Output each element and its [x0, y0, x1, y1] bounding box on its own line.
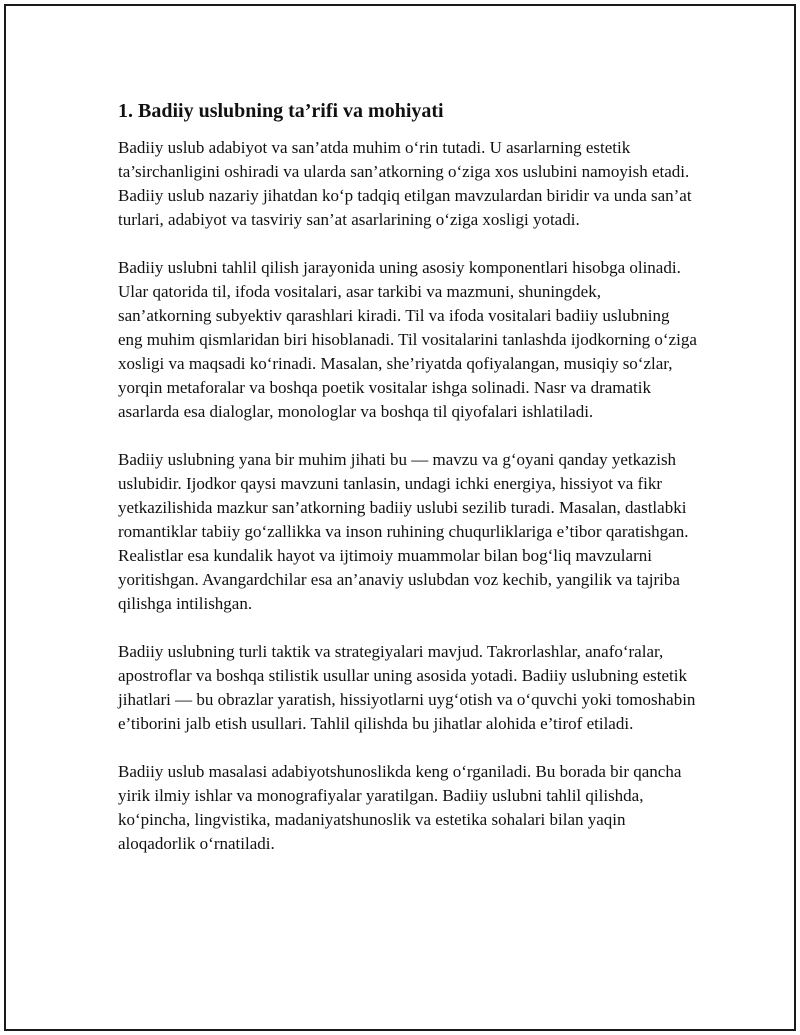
paragraph-3: Badiiy uslubning yana bir muhim jihati bu — mavzu va g‘oyani qanday yetkazish uslubidir. Ijodkor qaysi mavzuni tanlasin, undagi ichki energiya, hissiyot va fikr yetkazilishida mazkur san’atkorning badiiy uslubi sezilib turadi. Masalan, dastlabki romantiklar tabiiy go‘zallikka va inson ruhining chuqurliklariga e’tibor qaratishgan. Realistlar esa kundalik hayot va ijtimoiy muammolar bilan bog‘liq mavzularni yoritishgan. Avangardchilar esa an’anaviy uslubdan voz kechib, yangilik va tajriba qilishga intilishgan.: [118, 450, 689, 613]
document-body: [118, 98, 698, 880]
paragraph-4: Badiiy uslubning turli taktik va strategiyalari mavjud. Takrorlashlar, anafo‘ralar, apostroflar va boshqa stilistik usullar uning asosida yotadi. Badiiy uslubning estetik jihatlari — bu obrazlar yaratish, hissiyotlarni uyg‘otish va o‘quvchi yoki tomoshabin e’tiborini jalb etish usullari. Tahlil qilishda bu jihatlar alohida e’tirof etiladi.: [118, 642, 696, 733]
page-frame: [4, 4, 796, 1031]
paragraph-2: Badiiy uslubni tahlil qilish jarayonida uning asosiy komponentlari hisobga olinadi. Ular qatorida til, ifoda vositalari, asar tarkibi va mazmuni, shuningdek, san’atkorning subyektiv qarashlari kiradi. Til va ifoda vositalari badiiy uslubning eng muhim qismlaridan biri hisoblanadi. Til vositalarini tanlashda ijodkorning o‘ziga xosligi va maqsadi ko‘rinadi. Masalan, she’riyatda qofiyalangan, musiqiy so‘zlar, yorqin metaforalar va boshqa poetik vositalar ishga solinadi. Nasr va dramatik asarlarda esa dialoglar, monologlar va boshqa til qiyofalari ishlatiladi.: [118, 258, 697, 421]
paragraph-1: Badiiy uslub adabiyot va san’atda muhim o‘rin tutadi. U asarlarning estetik ta’sirchanligini oshiradi va ularda san’atkorning o‘ziga xos uslubini namoyish etadi. Badiiy uslub nazariy jihatdan ko‘p tadqiq etilgan mavzulardan biridir va unda san’at turlari, adabiyot va tasviriy san’at asarlarining o‘ziga xosligi yotadi.: [118, 138, 692, 229]
section-heading: 1. Badiiy uslubning ta’rifi va mohiyati: [118, 100, 444, 122]
paragraph-5: Badiiy uslub masalasi adabiyotshunoslikda keng o‘rganiladi. Bu borada bir qancha yirik ilmiy ishlar va monografiyalar yaratilgan. Badiiy uslubni tahlil qilishda, ko‘pincha, lingvistika, madaniyatshunoslik va estetika sohalari bilan yaqin aloqadorlik o‘rnatiladi.: [118, 762, 682, 853]
